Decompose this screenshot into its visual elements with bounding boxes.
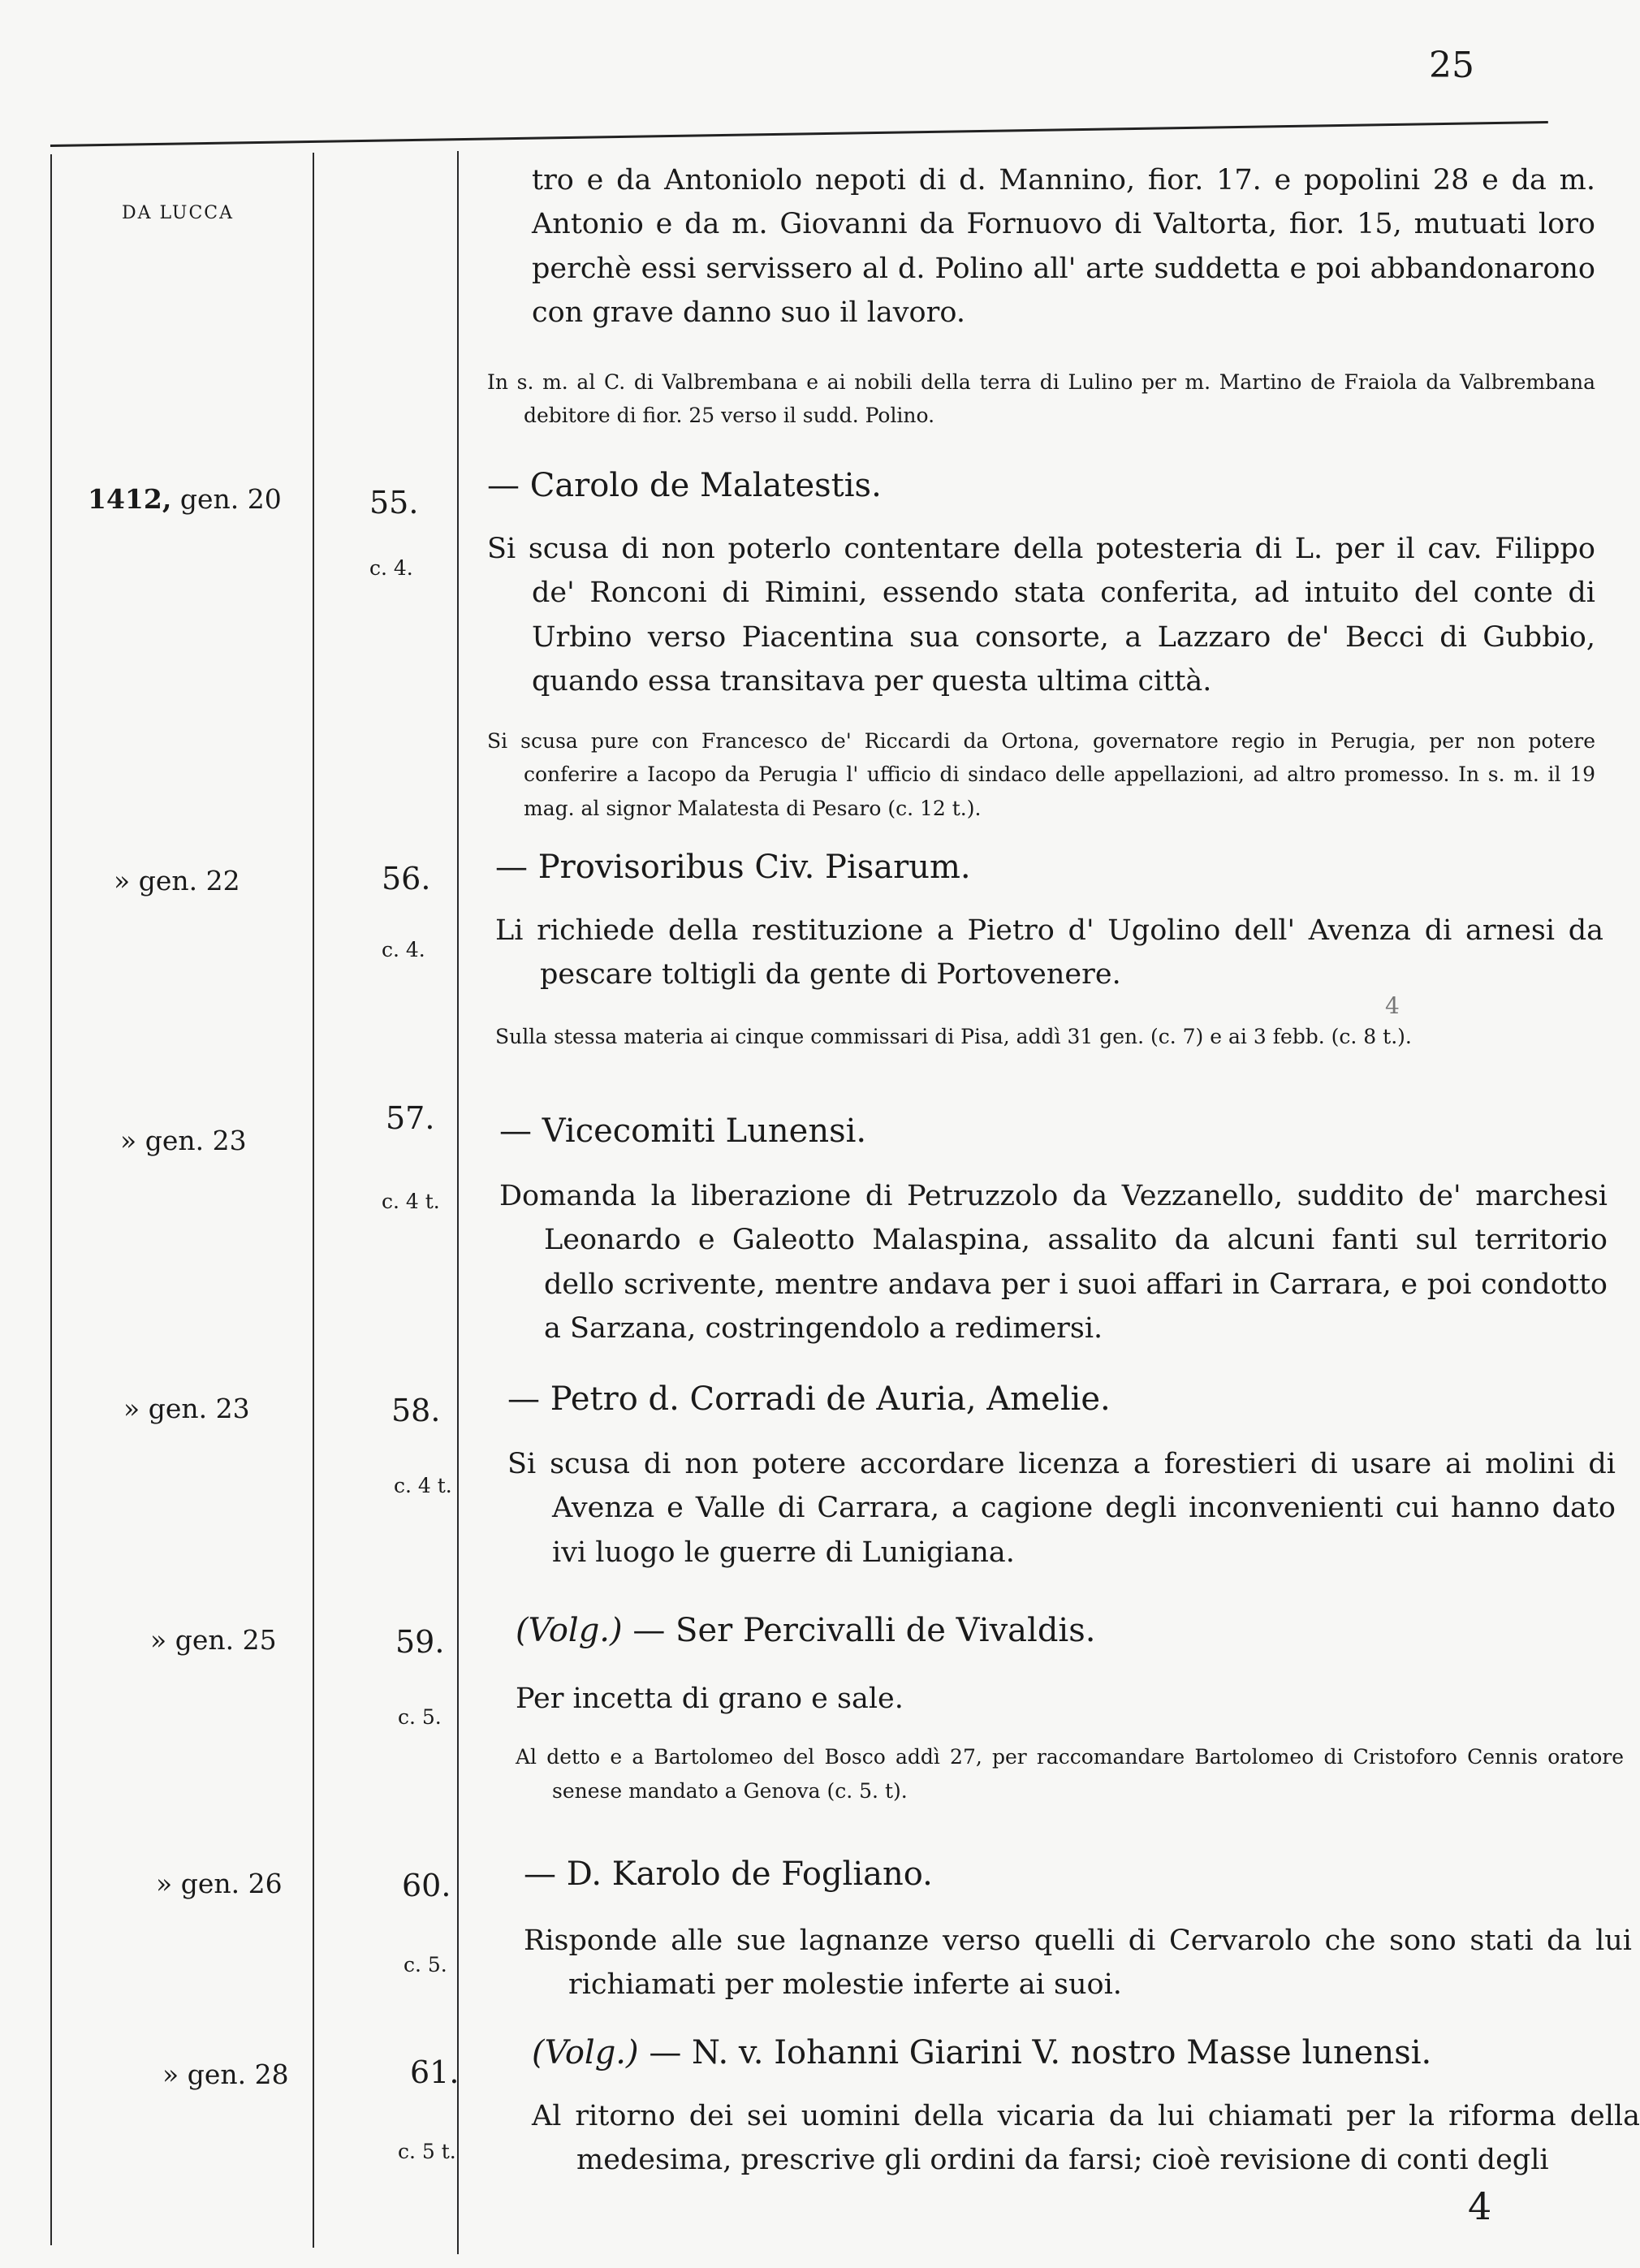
entry-folio: c. 4 t. — [382, 1190, 440, 1213]
entry-date: » gen. 23 — [120, 1125, 247, 1156]
entry-61 — [532, 2034, 1640, 2183]
entry-number: 57. — [386, 1100, 435, 1136]
entry-number: 58. — [391, 1393, 441, 1428]
entry-text: Si scusa di non poterlo contentare della potesteria di L. per il cav. Filippo de' Ronconi di Rimini, essendo stata conferita, ad intuito del conte di Urbino verso Piacentina sua consorte, a Lazzaro de' Becci di Gubbio, quando essa transitava per questa ultima città. — [487, 533, 1595, 698]
entry-date: » gen. 22 — [114, 865, 240, 896]
entry-55 — [487, 467, 1595, 825]
entry-addressee: — Provisoribus Civ. Pisarum. — [495, 849, 971, 886]
signature-mark: 4 — [1468, 2184, 1492, 2228]
entry-addressee: — Carolo de Malatestis. — [487, 467, 882, 504]
entry-folio: c. 4. — [369, 556, 413, 580]
continuation-note: In s. m. al C. di Valbrembana e ai nobili della terra di Lulino per m. Martino de Fraiola da Valbrembana debitore di fior. 25 verso il sudd. Polino. — [487, 370, 1595, 428]
entry-folio: c. 5. — [398, 1705, 442, 1729]
entry-note: Sulla stessa materia ai cinque commissari di Pisa, addì 31 gen. (c. 7) e ai 3 febb. (c. 8 t.). — [495, 1024, 1412, 1048]
entry-addressee: — Petro d. Corradi de Auria, Amelie. — [507, 1380, 1111, 1418]
entry-text: Domanda la liberazione di Petruzzolo da Vezzanello, suddito de' marchesi Leonardo e Galeotto Malaspina, assalito da alcuni fanti sul territorio dello scrivente, mentre andava per i suoi affari in Carrara, e poi condotto a Sarzana, costringendolo a redimersi. — [499, 1180, 1608, 1345]
page-number: 25 — [1429, 45, 1474, 86]
entry-number: 56. — [382, 861, 431, 896]
running-head-place: DA LUCCA — [122, 203, 235, 223]
entry-text: Risponde alle sue lagnanze verso quelli di Cervarolo che sono stati da lui richiamati per molestie inferte ai suoi. — [524, 1925, 1632, 2002]
entry-text: Li richiede della restituzione a Pietro d' Ugolino dell' Avenza di arnesi da pescare toltigli da gente di Portovenere. — [495, 914, 1603, 991]
column-rule-right — [457, 151, 459, 2254]
entry-number: 60. — [402, 1868, 451, 1903]
entry-addressee: (Volg.) — Ser Percivalli de Vivaldis. — [516, 1612, 1096, 1649]
continuation-text: tro e da Antoniolo nepoti di d. Mannino, fior. 17. e popolini 28 e da m. Antonio e da m. Giovanni da Fornuovo di Valtorta, fior. 15, mutuati loro perchè essi servissero al d. Polino all' arte suddetta e poi abbandonarono con grave danno suo il lavoro. — [532, 164, 1595, 329]
entry-text: Al ritorno dei sei uomini della vicaria da lui chiamati per la riforma della medesima, prescrive gli ordini da farsi; cioè revisione di conti degli — [532, 2100, 1640, 2177]
entry-date: » gen. 23 — [123, 1393, 250, 1424]
continuation-block — [487, 158, 1595, 433]
entry-number: 61. — [410, 2054, 460, 2090]
entry-date: » gen. 26 — [156, 1868, 283, 1899]
entry-date: » gen. 25 — [150, 1624, 277, 1656]
entry-text: Si scusa di non potere accordare licenza a forestieri di usare ai molini di Avenza e Valle di Carrara, a cagione degli inconvenienti cui hanno dato ivi luogo le guerre di Lunigiana. — [507, 1448, 1616, 1569]
column-rule-left — [50, 154, 52, 2245]
entry-text: Per incetta di grano e sale. — [516, 1683, 904, 1715]
header-rule — [50, 121, 1548, 147]
entry-addressee: — D. Karolo de Fogliano. — [524, 1855, 933, 1893]
entry-57 — [499, 1112, 1608, 1350]
entry-date: 1412, gen. 20 — [88, 483, 282, 515]
entry-number: 59. — [395, 1624, 445, 1660]
entry-60 — [524, 1855, 1632, 2007]
entry-56 — [495, 849, 1603, 1053]
entry-date: » gen. 28 — [162, 2058, 289, 2090]
entry-folio: c. 4 t. — [394, 1474, 452, 1497]
entry-number: 55. — [369, 485, 419, 521]
entry-note: Al detto e a Bartolomeo del Bosco addì 27, per raccomandare Bartolomeo di Cristoforo Cennis oratore senese mandato a Genova (c. 5. t). — [516, 1745, 1624, 1803]
entry-addressee: (Volg.) — N. v. Iohanni Giarini V. nostro Masse lunensi. — [532, 2034, 1432, 2071]
pencil-mark: 4 — [1385, 992, 1400, 1019]
entry-59 — [516, 1612, 1624, 1808]
entry-addressee: — Vicecomiti Lunensi. — [499, 1112, 867, 1150]
entry-folio: c. 5 t. — [398, 2140, 456, 2163]
entry-58 — [507, 1380, 1616, 1575]
entry-folio: c. 5. — [404, 1953, 447, 1976]
entry-note: Si scusa pure con Francesco de' Riccardi da Ortona, governatore regio in Perugia, per non potere conferire a Iacopo da Perugia l' ufficio di sindaco delle appellazioni, ad altro promesso. In s. m. il 19 mag. al signor Malatesta di Pesaro (c. 12 t.). — [487, 729, 1595, 820]
entry-folio: c. 4. — [382, 938, 425, 961]
column-rule-middle — [313, 153, 314, 2248]
